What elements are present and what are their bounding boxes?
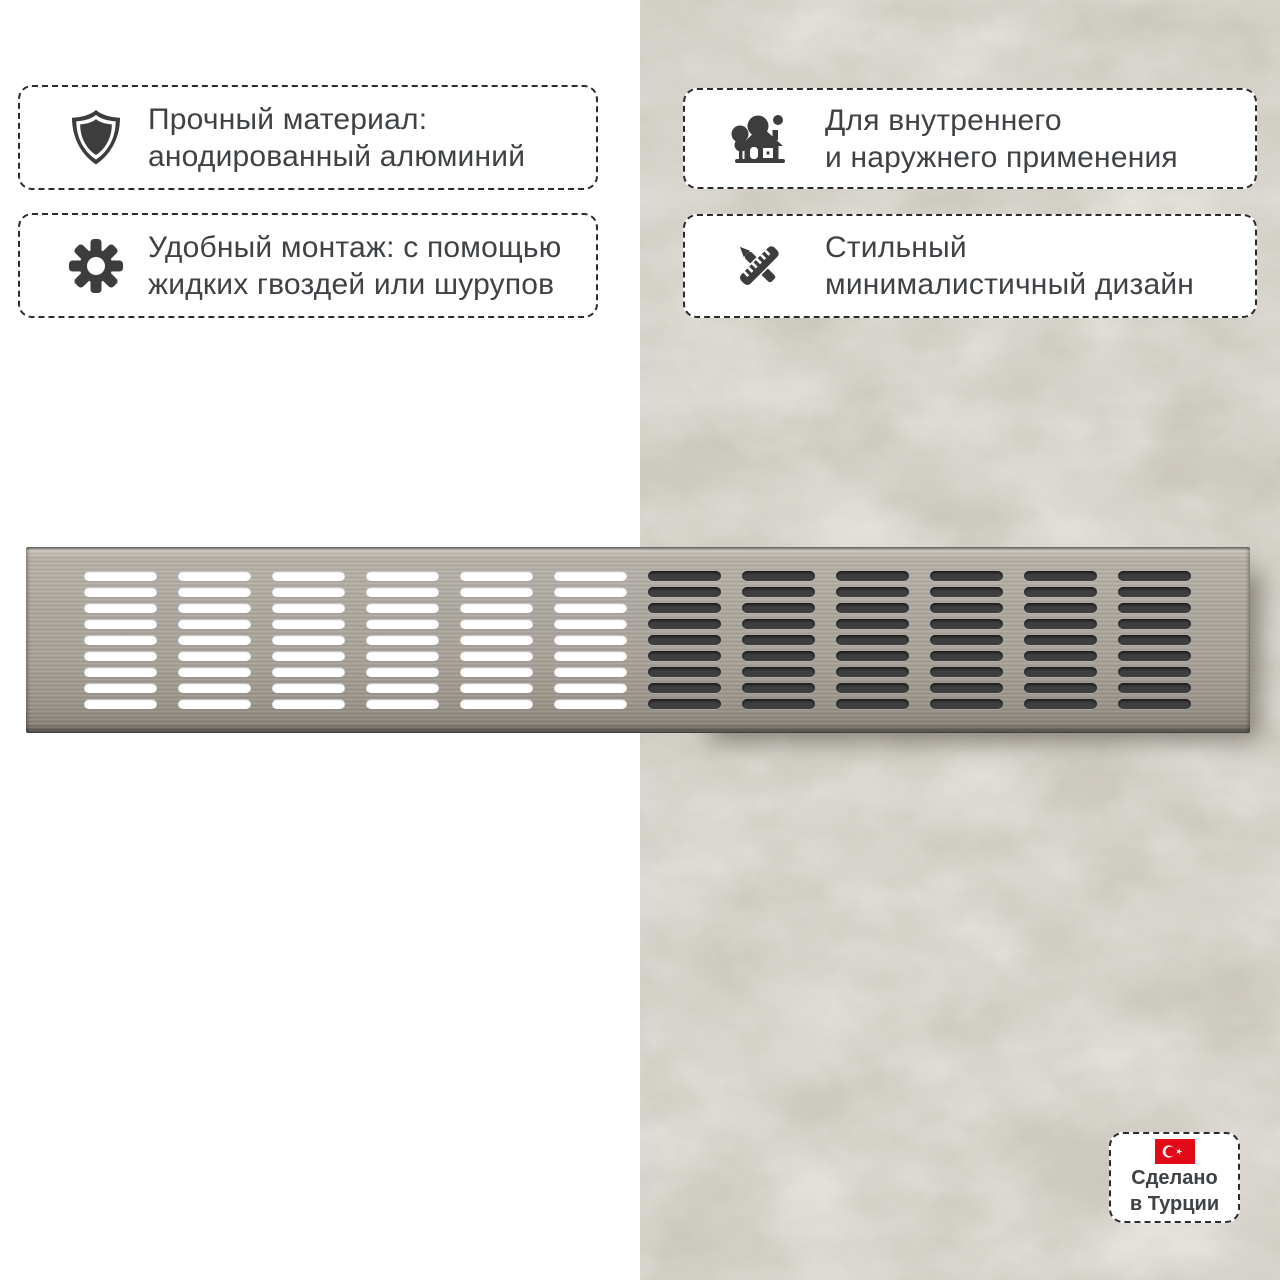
vent-slot [1024, 603, 1097, 613]
vent-slot [1118, 699, 1191, 709]
slot-group [84, 571, 157, 709]
vent-slot [930, 603, 1003, 613]
slot-group [554, 571, 627, 709]
vent-slot [554, 699, 627, 709]
feature-card-design [683, 214, 1257, 318]
slot-group [648, 571, 721, 709]
vent-slot [272, 635, 345, 645]
vent-slot [84, 667, 157, 677]
feature-text-line: жидких гвоздей или шурупов [148, 267, 555, 301]
vent-slot [366, 699, 439, 709]
turkey-flag-icon [1155, 1139, 1195, 1164]
vent-slot [1118, 587, 1191, 597]
vent-slot [84, 683, 157, 693]
vent-slot [648, 699, 721, 709]
vent-slot [178, 651, 251, 661]
vent-slot [1118, 619, 1191, 629]
vent-slot [648, 603, 721, 613]
vent-slot [648, 651, 721, 661]
vent-slot [84, 651, 157, 661]
vent-slot [836, 635, 909, 645]
vent-slot [272, 651, 345, 661]
vent-slot [460, 651, 533, 661]
vent-slot [1024, 651, 1097, 661]
vent-slot [554, 603, 627, 613]
vent-slot [648, 667, 721, 677]
gear-icon [64, 234, 128, 298]
vent-slot [1118, 651, 1191, 661]
vent-slot [272, 683, 345, 693]
vent-slot [1024, 635, 1097, 645]
feature-text-line: Для внутреннего [825, 103, 1062, 137]
vent-slot [554, 571, 627, 581]
feature-text-line: Стильный [825, 231, 967, 264]
vent-slot [742, 635, 815, 645]
vent-slot [1118, 635, 1191, 645]
slot-group [1118, 571, 1191, 709]
vent-slot [742, 619, 815, 629]
vent-slot [648, 619, 721, 629]
feature-text-line: минималистичный дизайн [825, 268, 1195, 301]
vent-slot [554, 667, 627, 677]
vent-slot [178, 635, 251, 645]
feature-text-line: Прочный материал: [148, 102, 428, 136]
vent-slot [460, 699, 533, 709]
vent-slot [272, 699, 345, 709]
vent-slot [366, 587, 439, 597]
vent-slot [648, 587, 721, 597]
vent-slot [648, 635, 721, 645]
slot-group [836, 571, 909, 709]
slot-group [460, 571, 533, 709]
vent-slot [366, 635, 439, 645]
vent-slot [460, 635, 533, 645]
vent-slot [930, 667, 1003, 677]
vent-slot [930, 619, 1003, 629]
vent-slot [742, 683, 815, 693]
vent-slot [272, 571, 345, 581]
shield-icon [64, 106, 128, 170]
vent-slot [460, 619, 533, 629]
vent-slot [742, 699, 815, 709]
vent-slot [742, 651, 815, 661]
slot-group [1024, 571, 1097, 709]
vent-slot [554, 683, 627, 693]
feature-card-mounting [18, 213, 598, 318]
vent-slot [84, 587, 157, 597]
vent-slot [1118, 603, 1191, 613]
vent-slot [930, 683, 1003, 693]
vent-slot [836, 667, 909, 677]
vent-slot [84, 571, 157, 581]
vent-slot [930, 699, 1003, 709]
vent-slot [554, 619, 627, 629]
vent-slot [84, 603, 157, 613]
vent-slot [742, 587, 815, 597]
vent-slot [836, 651, 909, 661]
vent-slot [366, 619, 439, 629]
vent-slot [1024, 683, 1097, 693]
house-tree-icon [727, 107, 791, 171]
vent-slot [836, 619, 909, 629]
feature-card-usage [683, 88, 1257, 189]
vent-slot [1118, 683, 1191, 693]
vent-slot [460, 667, 533, 677]
vent-slot [1118, 571, 1191, 581]
vent-slot [648, 683, 721, 693]
vent-slot [272, 667, 345, 677]
slot-group [742, 571, 815, 709]
vent-slot [84, 619, 157, 629]
vent-slot [1024, 699, 1097, 709]
vent-slot [460, 683, 533, 693]
feature-text-line: анодированный алюминий [148, 139, 526, 173]
vent-slot [836, 587, 909, 597]
vent-slot [554, 651, 627, 661]
feature-text-line: и наружнего применения [825, 140, 1178, 174]
vent-slot [84, 635, 157, 645]
vent-slot [460, 587, 533, 597]
vent-slot [178, 699, 251, 709]
made-in-line1: Сделано [1131, 1167, 1218, 1189]
vent-slot [930, 571, 1003, 581]
slot-group [366, 571, 439, 709]
vent-slot [930, 587, 1003, 597]
vent-slot [1024, 619, 1097, 629]
vent-slot [1024, 571, 1097, 581]
vent-slot [178, 603, 251, 613]
vent-slot [178, 587, 251, 597]
vent-slot [178, 683, 251, 693]
vent-slot [366, 571, 439, 581]
feature-card-material [18, 85, 598, 190]
vent-slot [742, 667, 815, 677]
made-in-turkey-badge [1109, 1132, 1240, 1223]
ventilation-grille [26, 547, 1250, 733]
slot-groups [84, 571, 1191, 709]
vent-slot [836, 571, 909, 581]
vent-slot [366, 651, 439, 661]
vent-slot [460, 571, 533, 581]
vent-slot [930, 651, 1003, 661]
vent-slot [178, 571, 251, 581]
vent-slot [84, 699, 157, 709]
vent-slot [1024, 667, 1097, 677]
made-in-line2: в Турции [1129, 1193, 1220, 1215]
vent-slot [930, 635, 1003, 645]
slot-group [272, 571, 345, 709]
vent-slot [554, 635, 627, 645]
vent-slot [836, 603, 909, 613]
vent-slot [742, 603, 815, 613]
vent-slot [648, 571, 721, 581]
vent-slot [272, 619, 345, 629]
vent-slot [178, 667, 251, 677]
vent-slot [272, 587, 345, 597]
vent-slot [460, 603, 533, 613]
vent-slot [554, 587, 627, 597]
vent-slot [178, 619, 251, 629]
vent-slot [742, 571, 815, 581]
feature-text-line: Удобный монтаж: с помощью [148, 230, 562, 264]
vent-slot [366, 683, 439, 693]
vent-slot [1024, 587, 1097, 597]
vent-slot [272, 603, 345, 613]
vent-slot [836, 683, 909, 693]
pencil-ruler-icon [727, 234, 791, 298]
vent-slot [366, 603, 439, 613]
vent-slot [366, 667, 439, 677]
slot-group [178, 571, 251, 709]
vent-slot [836, 699, 909, 709]
vent-slot [1118, 667, 1191, 677]
slot-group [930, 571, 1003, 709]
